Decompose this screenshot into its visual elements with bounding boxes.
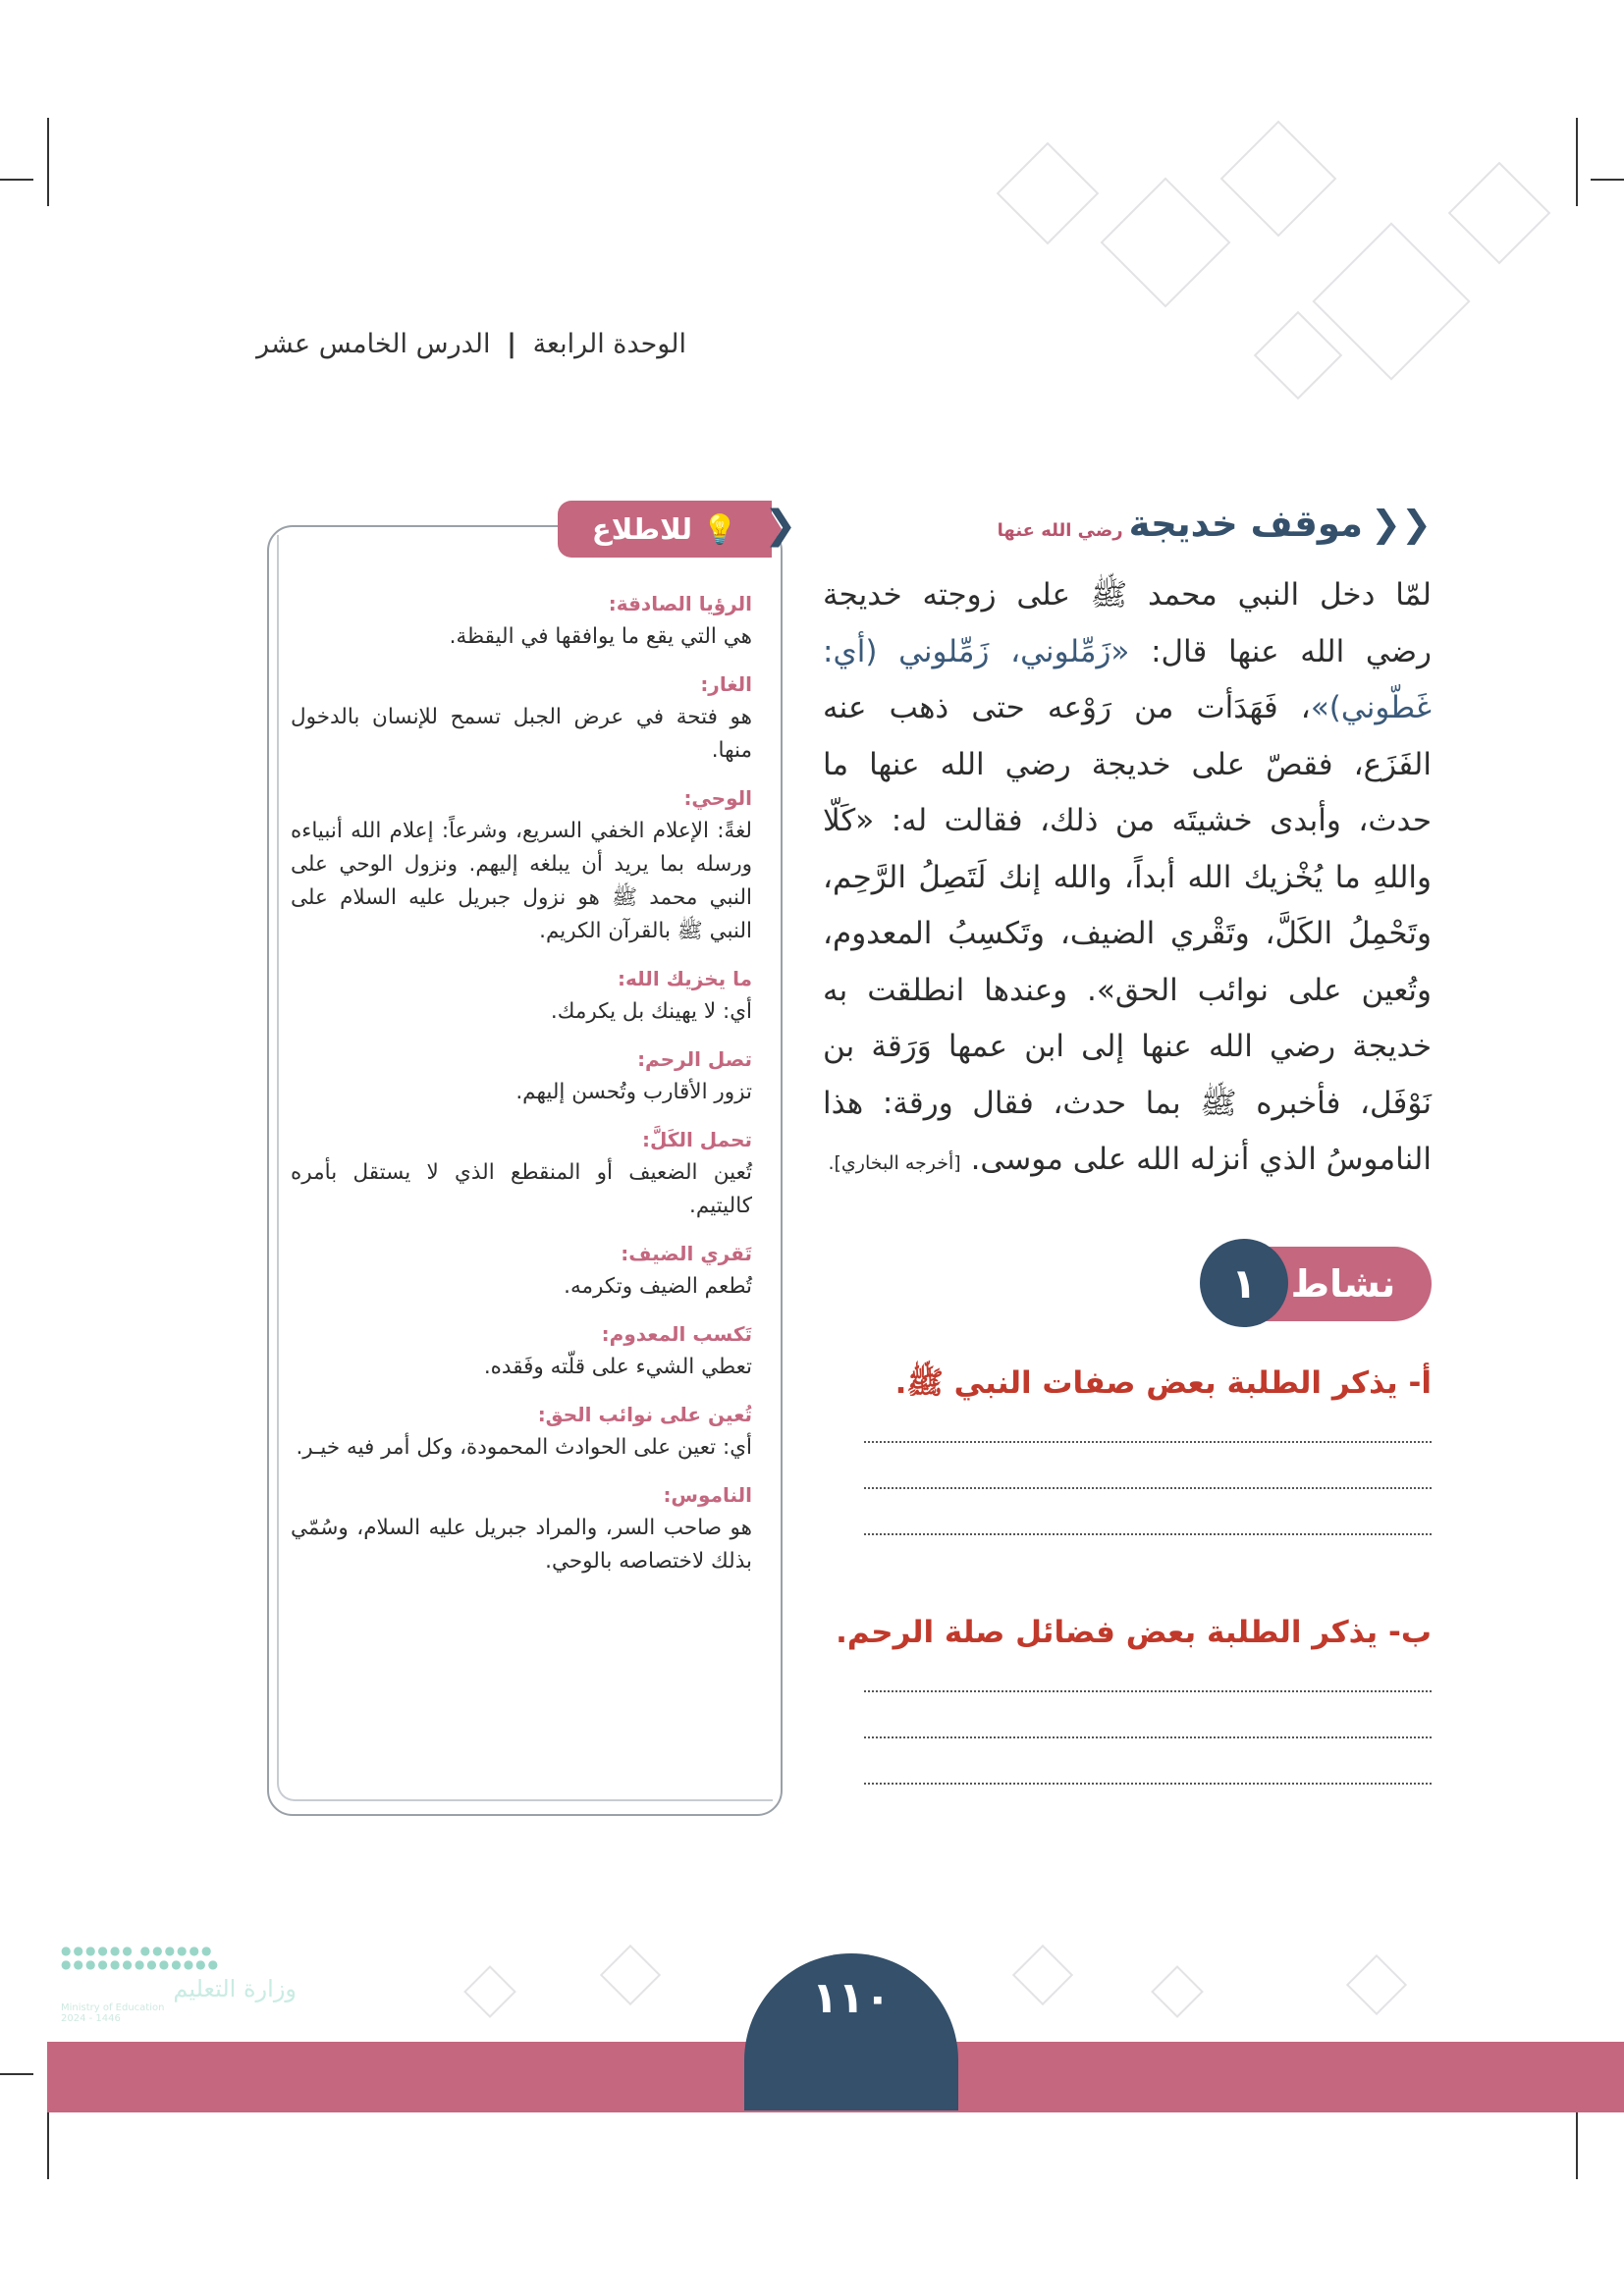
question-marker: ب- <box>1387 1615 1432 1650</box>
header-separator: | <box>507 329 516 359</box>
logo-dots-icon: ●●●●●● ●●●●●● ●●●●●●●●●●●●● <box>61 1944 221 1971</box>
activity-number: ١ <box>1231 1258 1257 1308</box>
glossary-definition: تُعين الضعيف أو المنقطع الذي لا يستقل بأمره كاليتيم. <box>291 1160 752 1218</box>
section-title-text: موقف خديجة <box>1128 503 1363 545</box>
ministry-name-en: Ministry of Education <box>61 2002 165 2013</box>
paragraph-part: ، فَهَدَأت من رَوْعه حتى ذهب عنه الفَزَع، فقصّ على خديجة رضي الله عنها ما حدث، وأبدى خشيتَه من ذلك، فقالت له: «كَلّا واللهِ ما يُخْزيك الله أبداً، والله إنك لَتَصِلُ الرَّحِم، وتَحْمِلُ الكَلَّ، وتَقْري الضيف، وتَكسِبُ المعدوم، وتُعين على نوائب الحق». وعندها انطلقت به خديجة رضي الله عنها إلى ابن عمها وَرَقة بن نَوْفَل، فأخبره ﷺ بما حدث، فقال ورقة: هذا الناموسُ الذي أنزله الله على موسى. <box>823 690 1432 1177</box>
ministry-logo <box>61 1944 297 2024</box>
glossary-definition: أي: لا يهينك بل يكرمك. <box>550 999 752 1024</box>
question-b <box>836 1615 1432 1650</box>
glossary-entry <box>291 1478 752 1578</box>
section-title <box>998 503 1432 545</box>
glossary-entry <box>291 1042 752 1109</box>
glossary-term: تَكسب المعدوم: <box>601 1322 752 1346</box>
page-header <box>256 329 686 359</box>
paragraph-part: لمّا دخل النبي محمد ﷺ على زوجته خديجة رضي الله عنها قال: <box>823 577 1432 669</box>
blessing-text: رضي الله عنها <box>997 520 1123 541</box>
question-a <box>895 1364 1432 1409</box>
crop-mark <box>1591 179 1624 181</box>
decorative-diamond <box>1220 121 1337 238</box>
glossary-definition: لغةً: الإعلام الخفي السريع، وشرعاً: إعلام الله أنبياءه ورسله بما يريد أن يبلغه إليهم. ونزول الوحي على النبي محمد ﷺ هو نزول جبريل عليه السلام على النبي ﷺ بالقرآن الكريم. <box>291 819 752 943</box>
crop-mark <box>0 2073 33 2075</box>
glossary-entry <box>291 1123 752 1223</box>
glossary-term: ما يخزيك الله: <box>618 967 752 990</box>
glossary-entry <box>291 1398 752 1465</box>
lesson-label: الدرس الخامس عشر <box>256 329 491 359</box>
question-marker: أ- <box>1408 1365 1432 1401</box>
chevron-icon: ❯ <box>764 503 797 548</box>
glossary-term: الغار: <box>700 672 752 696</box>
answer-line[interactable] <box>864 1783 1432 1785</box>
answer-line[interactable] <box>864 1736 1432 1738</box>
activity-number-circle <box>1200 1239 1288 1327</box>
glossary-entry <box>291 587 752 654</box>
answer-line[interactable] <box>864 1533 1432 1535</box>
decorative-diamond <box>1012 1945 1073 2005</box>
glossary-list <box>291 587 752 1592</box>
source-citation: [أخرجه البخاري]. <box>828 1152 961 1174</box>
glossary-term: تحمل الكَلَّ: <box>642 1128 752 1151</box>
glossary-term: تَقري الضيف: <box>621 1242 752 1265</box>
glossary-entry <box>291 667 752 768</box>
crop-mark <box>0 179 33 181</box>
glossary-definition: تعطي الشيء على قلّته وفَقده. <box>483 1355 752 1379</box>
question-text: يذكر الطلبة بعض صفات النبي ﷺ. <box>894 1365 1398 1401</box>
decorative-diamond <box>1151 1965 1204 2018</box>
glossary-entry <box>291 1237 752 1304</box>
crop-mark <box>47 118 49 206</box>
quote-text: «زَمِّلوني، زَمِّلوني (أي: غَطّوني)» <box>823 633 1432 725</box>
glossary-term: الرؤيا الصادقة: <box>608 592 752 615</box>
ministry-name: وزارة التعليم <box>173 1975 297 2002</box>
decorative-diamond <box>1346 1954 1407 2015</box>
answer-line[interactable] <box>864 1487 1432 1489</box>
decorative-diamond <box>463 1965 516 2018</box>
glossary-definition: هو صاحب السر، والمراد جبريل عليه السلام، وسُمّي بذلك لاختصاصه بالوحي. <box>291 1516 752 1574</box>
page-number: ١١٠ <box>811 1973 892 2023</box>
crop-mark <box>1576 118 1578 206</box>
edition-year: 2024 - 1446 <box>61 2013 121 2024</box>
glossary-term: تصل الرحم: <box>637 1047 752 1071</box>
glossary-definition: هو فتحة في عرض الجبل تسمح للإنسان بالدخول منها. <box>291 705 752 763</box>
answer-line[interactable] <box>864 1690 1432 1692</box>
decorative-diamond <box>600 1945 661 2005</box>
glossary-term: الناموس: <box>663 1483 752 1507</box>
glossary-entry <box>291 781 752 948</box>
answer-line[interactable] <box>864 1441 1432 1443</box>
lightbulb-book-icon: 💡 <box>701 511 738 546</box>
decorative-diamond <box>1448 162 1551 265</box>
glossary-definition: تُطعم الضيف وتكرمه. <box>564 1274 752 1299</box>
main-paragraph <box>823 567 1432 1193</box>
glossary-entry <box>291 962 752 1029</box>
decorative-diamond <box>997 142 1100 245</box>
glossary-term: تُعين على نوائب الحق: <box>537 1403 752 1426</box>
decorative-diamond <box>1254 311 1343 400</box>
glossary-term: الوحي: <box>683 786 752 810</box>
glossary-definition: أي: تعين على الحوادث المحمودة، وكل أمر فيه خيـر. <box>296 1435 752 1460</box>
decorative-diamond <box>1101 178 1231 308</box>
sidebar-title-badge <box>558 501 772 558</box>
activity-label: نشاط <box>1290 1262 1396 1306</box>
glossary-definition: هي التي يقع ما يوافقها في اليقظة. <box>449 624 752 649</box>
double-chevron-icon: ❮❮ <box>1370 503 1432 545</box>
glossary-entry <box>291 1317 752 1384</box>
glossary-definition: تزور الأقارب وتُحسن إليهم. <box>515 1080 752 1104</box>
question-text: يذكر الطلبة بعض فضائل صلة الرحم. <box>836 1615 1379 1650</box>
sidebar-title: للاطلاع <box>591 512 692 546</box>
unit-label: الوحدة الرابعة <box>532 329 686 359</box>
